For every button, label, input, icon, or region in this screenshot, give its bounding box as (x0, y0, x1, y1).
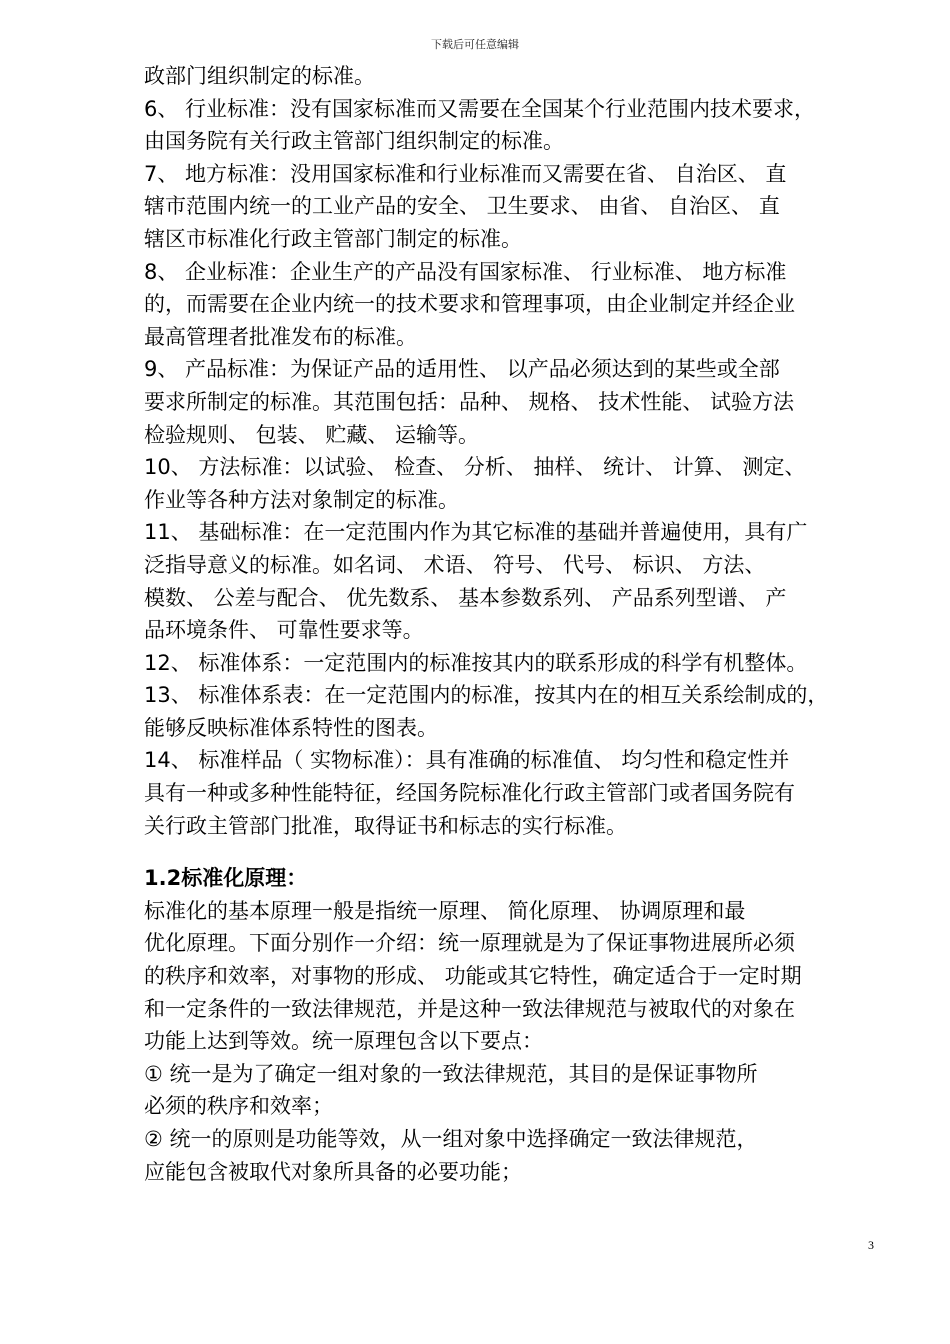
text-line: 8、 企业标准：企业生产的产品没有国家标准、 行业标准、 地方标准 (144, 259, 787, 284)
text-line: 和一定条件的一致法律规范，并是这种一致法律规范与被取代的对象在 (144, 996, 795, 1021)
text-line: 13、 标准体系表：在一定范围内的标准，按其内在的相互关系绘制成的， (144, 683, 829, 708)
text-line: 的，而需要在企业内统一的技术要求和管理事项，由企业制定并经企业 (144, 292, 795, 317)
text-line: 由国务院有关行政主管部门组织制定的标准。 (144, 129, 564, 154)
text-line: 7、 地方标准：没用国家标准和行业标准而又需要在省、 自治区、 直 (144, 161, 787, 186)
text-line: 标准化的基本原理一般是指统一原理、 简化原理、 协调原理和最 (144, 898, 746, 923)
text-line: 必须的秩序和效率； (144, 1094, 333, 1119)
text-line: 泛指导意义的标准。如名词、 术语、 符号、 代号、 标识、 方法、 (144, 552, 766, 577)
text-line: 辖区市标准化行政主管部门制定的标准。 (144, 226, 522, 251)
text-line: 9、 产品标准：为保证产品的适用性、 以产品必须达到的某些或全部 (144, 357, 780, 382)
text-line: 政部门组织制定的标准。 (144, 64, 375, 88)
text-line: 10、 方法标准：以试验、 检查、 分析、 抽样、 统计、 计算、 测定、 (144, 455, 806, 480)
text-line: 11、 基础标准：在一定范围内作为其它标准的基础并普遍使用，具有广 (144, 520, 808, 545)
section-heading: 1.2标准化原理： (144, 866, 308, 891)
text-line: 优化原理。下面分别作一介绍：统一原理就是为了保证事物进展所必须 (144, 931, 795, 956)
page-number: 3 (868, 1238, 874, 1252)
text-line: ② 统一的原则是功能等效，从一组对象中选择确定一致法律规范， (144, 1127, 758, 1151)
text-line: 作业等各种方法对象制定的标准。 (144, 487, 459, 512)
document-body (144, 60, 882, 1188)
text-line: 14、 标准样品（ 实物标准）：具有准确的标准值、 均匀性和稳定性并 (144, 748, 790, 773)
text-line: 12、 标准体系：一定范围内的标准按其内的联系形成的科学有机整体。 (144, 650, 808, 675)
text-line: 的秩序和效率，对事物的形成、 功能或其它特性，确定适合于一定时期 (144, 964, 802, 989)
text-line: 能够反映标准体系特性的图表。 (144, 715, 438, 740)
text-line: 最高管理者批准发布的标准。 (144, 324, 417, 349)
text-line: 辖市范围内统一的工业产品的安全、 卫生要求、 由省、 自治区、 直 (144, 194, 780, 219)
text-line: 检验规则、 包装、 贮藏、 运输等。 (144, 422, 480, 447)
text-line: 6、 行业标准：没有国家标准而又需要在全国某个行业范围内技术要求， (144, 96, 816, 121)
text-line: 具有一种或多种性能特征，经国务院标准化行政主管部门或者国务院有 (144, 781, 795, 806)
text-line: ① 统一是为了确定一组对象的一致法律规范，其目的是保证事物所 (144, 1061, 758, 1086)
text-line: 要求所制定的标准。其范围包括：品种、 规格、 技术性能、 试验方法 (144, 389, 795, 414)
text-line: 关行政主管部门批准，取得证书和标志的实行标准。 (144, 813, 627, 838)
text-line: 模数、 公差与配合、 优先数系、 基本参数系列、 产品系列型谱、 产 (144, 585, 787, 610)
text-line: 功能上达到等效。统一原理包含以下要点： (144, 1029, 543, 1054)
text-line: 应能包含被取代对象所具备的必要功能； (144, 1159, 522, 1184)
page-header: 下载后可任意编辑 (431, 38, 519, 51)
text-line: 品环境条件、 可靠性要求等。 (144, 618, 424, 643)
